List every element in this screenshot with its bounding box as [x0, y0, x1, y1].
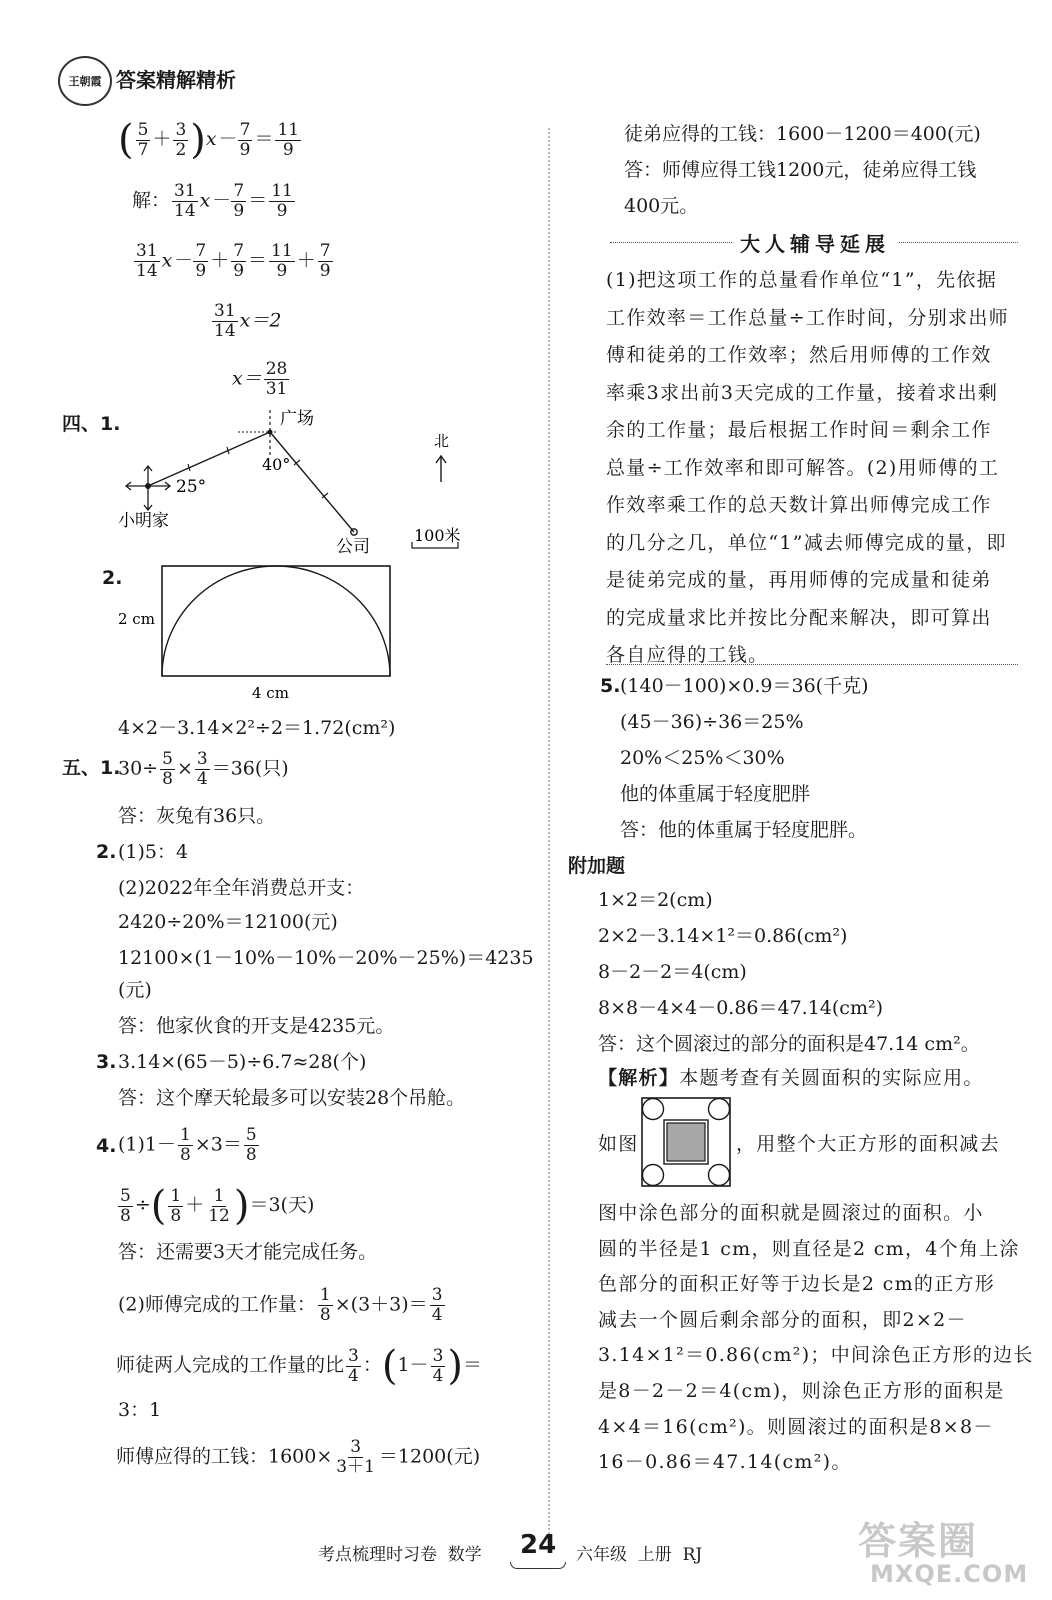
s5q3-label: 3. — [96, 1051, 117, 1073]
bonus-label: 附加题 — [568, 855, 626, 877]
equation-5: x＝ $\frac{28}{31}$ — [232, 359, 288, 399]
height-label: 2 cm — [118, 610, 155, 628]
corner-circle-br — [709, 1165, 730, 1186]
q2-label: 2. — [102, 567, 123, 589]
column-divider — [548, 128, 550, 1538]
rectangle-semicircle-figure — [112, 562, 402, 704]
footer-page-brace — [510, 1562, 566, 1569]
s5q2-answer: 答：他家伙食的开支是4235元。 — [118, 1015, 395, 1037]
analysis-first-line: 【解析】本题考查有关圆面积的实际应用。 — [598, 1067, 984, 1089]
bonus-line4: 8×8－4×4－0.86＝47.14(cm²) — [598, 997, 883, 1019]
q5-line1: (140－100)×0.9＝36(千克) — [620, 675, 869, 697]
bonus-line3: 8－2－2＝4(cm) — [598, 961, 747, 983]
q5-line2: (45－36)÷36＝25% — [620, 711, 804, 733]
watermark-text: 答案圈 — [858, 1519, 979, 1563]
s5q3-answer: 答：这个摩天轮最多可以安装28个吊舱。 — [118, 1087, 466, 1109]
header-logo — [58, 56, 112, 106]
section-4-label: 四、1. — [62, 413, 121, 435]
s5q4-answer1: 答：还需要3天才能完成任务。 — [118, 1241, 378, 1263]
footer-page-number: 24 — [520, 1530, 557, 1560]
s5q2-line1: (1)5：4 — [118, 841, 189, 863]
q5-line4: 他的体重属于轻度肥胖 — [620, 783, 811, 805]
label-home: 小明家 — [118, 511, 169, 531]
s5q4-line6: 师傅应得的工钱：1600× $\frac{3}{3+1}$ ＝1200(元) — [116, 1437, 481, 1477]
r-apprentice-wage: 徒弟应得的工钱：1600－1200＝400(元) — [624, 123, 981, 145]
label-scale: 100米 — [414, 526, 461, 545]
path-home-to-square — [148, 432, 270, 486]
s5q4-line1: (1)1－ $\frac{1}{8}$ ×3＝ $\frac{5}{8}$ — [118, 1125, 257, 1165]
s5q2-line3: 2420÷20%＝12100(元) — [118, 911, 338, 933]
s5q4-line5: 3：1 — [118, 1399, 162, 1421]
s5q3-line1: 3.14×(65－5)÷6.7≈28(个) — [118, 1051, 367, 1073]
watermark-url: MXQE.COM — [870, 1560, 1029, 1588]
analysis-pre: 如图 — [598, 1133, 639, 1155]
path-square-to-company — [270, 432, 354, 532]
header-title: 答案精解精析 — [116, 68, 236, 92]
q5-label: 5. — [600, 675, 621, 697]
guide-box-title: 大人辅导延展 — [732, 228, 898, 257]
bonus-line2: 2×2－3.14×1²＝0.86(cm²) — [598, 925, 848, 947]
footer-right: 六年级 上册 RJ — [576, 1545, 703, 1565]
equation-2: 解： $\frac{31}{14}$ x－ $\frac{7}{9}$ ＝ $\frac{11}{9}$ — [132, 181, 293, 221]
guide-box-text: (1)把这项工作的总量看作单位“1”，先依据 工作效率＝工作总量÷工作时间，分别求出师 傅和徒弟的工作效率；然后用师傅的工作效 率乘3求出前3天完成的工作量，接着求出剩 余的工作量；最后根据工作时间＝剩余工作 总量÷工作效率和即可解答。(2)用师傅的工 作效率乘工作的总天数计算出师傅完成工作 的几分之几，单位“1”减去师傅完成的量，即 是徒弟完成的量，再用师傅的完成量和徒弟 的完成量求比并按比分配来解决，即可算出 各自应得的工钱。 — [606, 269, 1009, 666]
bonus-answer: 答：这个圆滚过的部分的面积是47.14 cm²。 — [598, 1033, 980, 1055]
r-answer-line1: 答：师傅应得工钱1200元，徒弟应得工钱 — [624, 159, 977, 181]
width-label: 4 cm — [252, 684, 289, 702]
angle-25: 25° — [176, 477, 207, 497]
equation-1: ( $\frac{5}{7}$ ＋ $\frac{3}{2}$ )x－ $\frac{7}{9}$ ＝ $\frac{11}{9}$ — [118, 117, 300, 163]
analysis-tag: 【解析】 — [598, 1067, 680, 1089]
s5q4-label: 4. — [96, 1135, 117, 1157]
bonus-line1: 1×2＝2(cm) — [598, 889, 713, 911]
equation-3: $\frac{31}{14}$ x－ $\frac{7}{9}$ ＋ $\frac{7}{9}$ ＝ $\frac{11}{9}$ ＋ $\frac{7}{9}$ — [136, 241, 331, 281]
semicircle — [162, 566, 390, 676]
s5q2-line4: 12100×(1－10%－10%－20%－25%)＝4235 — [118, 947, 534, 969]
analysis-text: 图中涂色部分的面积就是圆滚过的面积。小 圆的半径是1 cm，则直径是2 cm，4个角上涂 色部分的面积正好等于边长是2 cm的正方形 减去一个圆后剩余部分的面积，即2×2－ 3.14×1²＝0.86(cm²)；中间涂色正方形的边长 是8－2－2＝4(cm)，则涂色正方形的面积是 4×4＝16(cm²)。则圆滚过的面积是8×8－ 16－0.86＝47.14(cm²)。 — [598, 1202, 1034, 1474]
q5-line3: 20%＜25%＜30% — [620, 747, 785, 769]
equation-4: $\frac{31}{14}$ x＝2 — [214, 301, 282, 341]
section-5-label: 五、1. — [62, 757, 121, 779]
s5q1-answer: 答：灰兔有36只。 — [118, 805, 276, 827]
analysis-post: ，用整个大正方形的面积减去 — [736, 1133, 1000, 1155]
logo-text: 王朝霞 — [68, 75, 102, 88]
s5q1-equation: 30÷ $\frac{5}{8}$ × $\frac{3}{4}$ ＝36(只) — [118, 749, 289, 789]
s5q4-line2: $\frac{5}{8}$ ÷( $\frac{1}{8}$ ＋ $\frac{1}{12}$ )＝3(天) — [120, 1183, 315, 1229]
guide-box-bottom-rule — [606, 664, 1018, 665]
label-north: 北 — [434, 432, 450, 450]
direction-map-figure — [118, 408, 498, 558]
s5q2-line2: (2)2022年全年消费总开支： — [118, 877, 365, 899]
q5-answer: 答：他的体重属于轻度肥胖。 — [620, 819, 868, 841]
rectangle — [162, 566, 390, 676]
rolling-circle-figure — [640, 1096, 732, 1188]
footer-left: 考点梳理时习卷 数学 — [318, 1545, 482, 1565]
angle-40: 40° — [262, 455, 291, 474]
label-square: 广场 — [280, 409, 314, 429]
corner-circle-tr — [709, 1099, 730, 1120]
s5q4-line3: (2)师傅完成的工作量： $\frac{1}{8}$ ×(3＋3)＝ $\frac{3}{4}$ — [118, 1285, 443, 1325]
s5q4-line4: 师徒两人完成的工作量的比 $\frac{3}{4}$ ：(1－ $\frac{3}{4}$ )＝ — [116, 1343, 483, 1389]
s5q2-line5: (元) — [118, 979, 152, 1001]
corner-circle-tl — [643, 1099, 664, 1120]
r-answer-line2: 400元。 — [624, 195, 699, 217]
label-company: 公司 — [336, 537, 370, 557]
shaded-square — [667, 1123, 705, 1161]
s5q2-label: 2. — [96, 841, 117, 863]
q2-calculation: 4×2－3.14×2²÷2＝1.72(cm²) — [118, 717, 396, 739]
corner-circle-bl — [643, 1165, 664, 1186]
